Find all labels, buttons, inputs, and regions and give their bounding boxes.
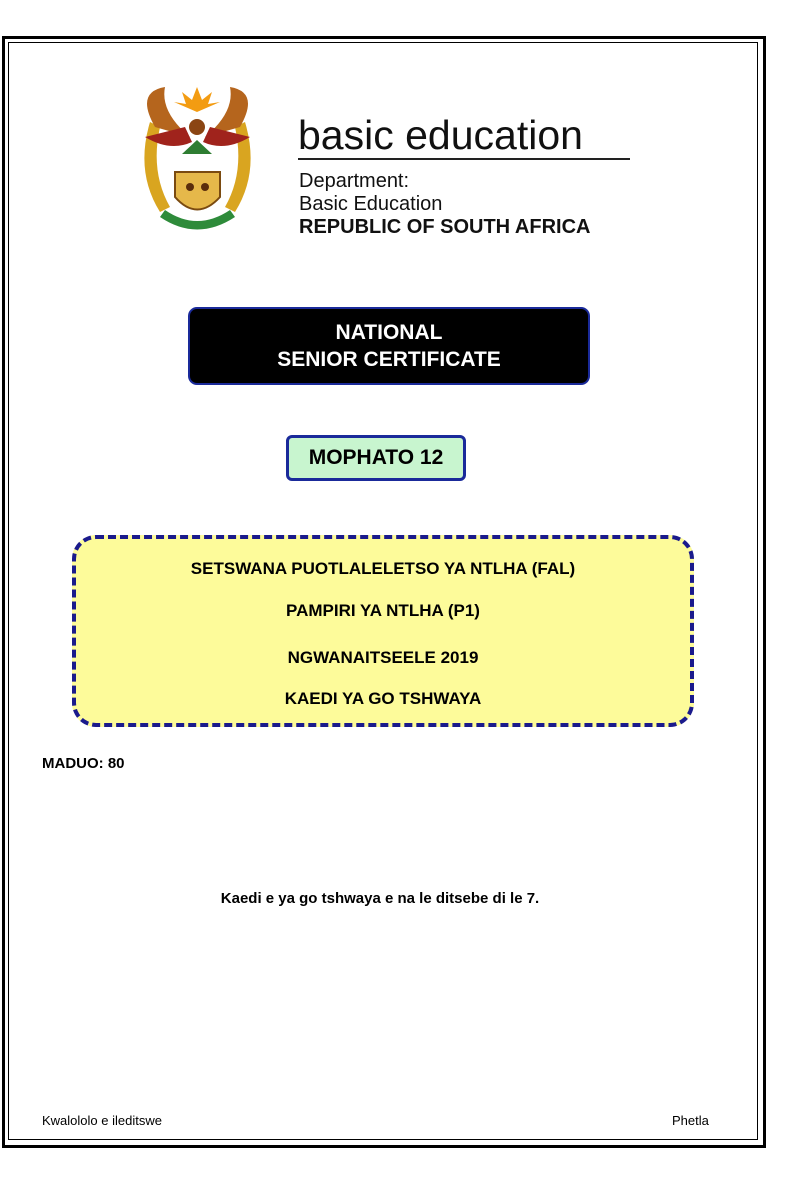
total-marks: MADUO: 80 xyxy=(42,755,125,772)
document-type: KAEDI YA GO TSHWAYA xyxy=(284,689,482,708)
department-name: Basic Education xyxy=(299,193,443,215)
brand-name: basic education xyxy=(298,112,583,158)
coat-of-arms-logo xyxy=(130,82,265,242)
grade-badge: MOPHATO 12 xyxy=(286,435,466,481)
paper-info-box xyxy=(72,535,694,727)
certificate-banner xyxy=(188,307,590,385)
country-name: REPUBLIC OF SOUTH AFRICA xyxy=(299,216,591,238)
footer-turn-over: Phetla xyxy=(672,1113,709,1128)
department-block xyxy=(299,170,442,216)
brand-divider xyxy=(298,158,630,160)
exam-session: NGWANAITSEELE 2019 xyxy=(287,648,479,667)
page-count-note: Kaedi e ya go tshwaya e na le ditsebe di le 7. xyxy=(220,890,540,907)
footer-copyright: Kwalololo e ileditswe xyxy=(42,1113,162,1128)
paper-number: PAMPIRI YA NTLHA (P1) xyxy=(286,601,480,620)
certificate-line2: SENIOR CERTIFICATE xyxy=(277,348,501,371)
certificate-line1: NATIONAL xyxy=(335,321,443,344)
subject-title: SETSWANA PUOTLALELETSO YA NTLHA (FAL) xyxy=(190,559,576,578)
department-label: Department: xyxy=(299,170,410,192)
